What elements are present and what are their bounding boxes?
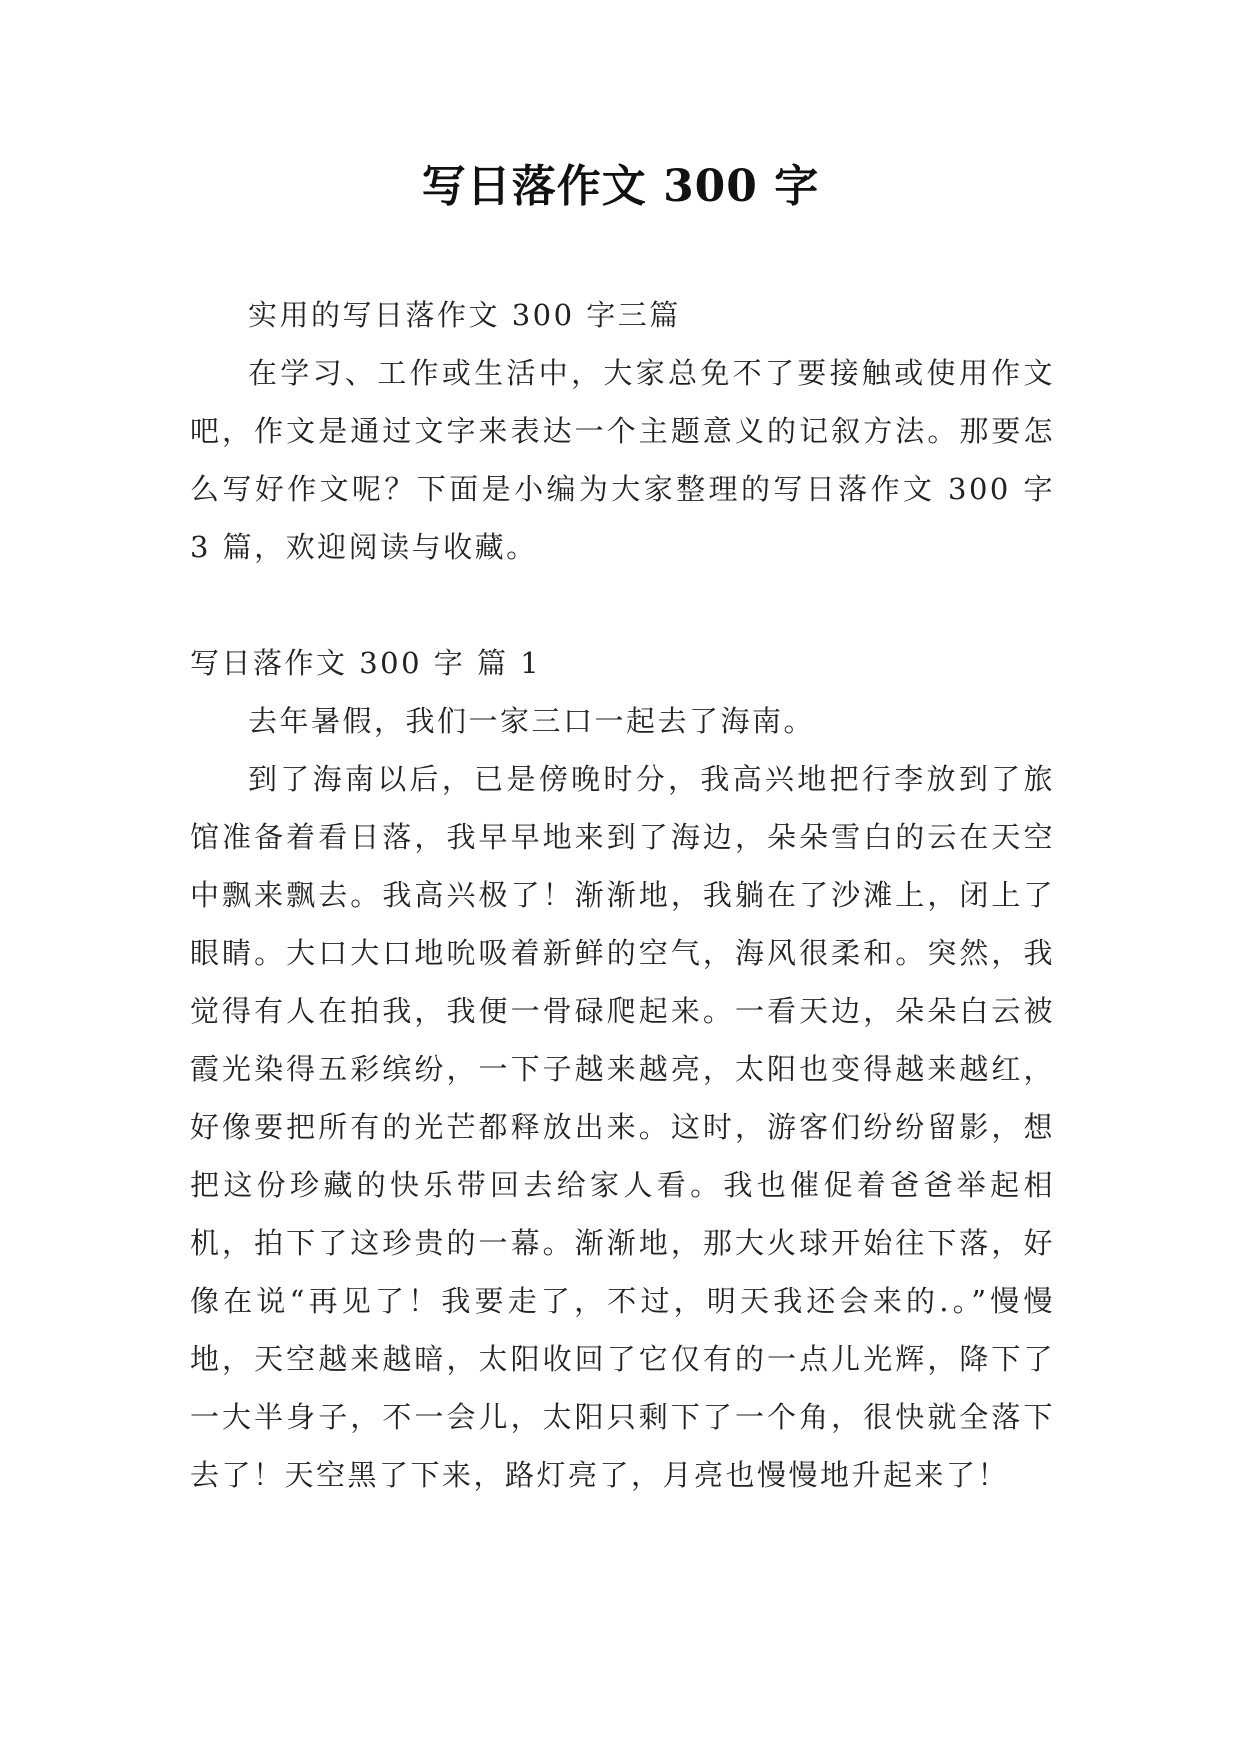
essay-paragraph-1: 去年暑假，我们一家三口一起去了海南。 <box>248 704 816 738</box>
intro-paragraph: 在学习、工作或生活中，大家总免不了要接触或使用作文吧，作文是通过文字来表达一个主题意义的记叙方法。那要怎么写好作文呢？下面是小编为大家整理的写日落作文 300 字 3 篇，欢迎阅读与收藏。 <box>190 356 1055 564</box>
section-heading: 写日落作文 300 字 篇 1 <box>190 646 542 680</box>
document-title: 写日落作文 300 字 <box>421 161 820 212</box>
essay-paragraph-2: 到了海南以后，已是傍晚时分，我高兴地把行李放到了旅馆准备着看日落，我早早地来到了海边，朵朵雪白的云在天空中飘来飘去。我高兴极了！渐渐地，我躺在了沙滩上，闭上了眼睛。大口大口地吮吸着新鲜的空气，海风很柔和。突然，我觉得有人在拍我，我便一骨碌爬起来。一看天边，朵朵白云被霞光染得五彩缤纷，一下子越来越亮，太阳也变得越来越红，好像要把所有的光芒都释放出来。这时，游客们纷纷留影，想把这份珍藏的快乐带回去给家人看。我也催促着爸爸举起相机，拍下了这珍贵的一幕。渐渐地，那大火球开始往下落，好像在说“再见了！我要走了，不过，明天我还会来的.。”慢慢地，天空越来越暗，太阳收回了它仅有的一点儿光辉，降下了一大半身子，不一会儿，太阳只剩下了一个角，很快就全落下去了！天空黑了下来，路灯亮了，月亮也慢慢地升起来了！ <box>190 762 1055 1492</box>
document-subtitle: 实用的写日落作文 300 字三篇 <box>248 298 681 332</box>
